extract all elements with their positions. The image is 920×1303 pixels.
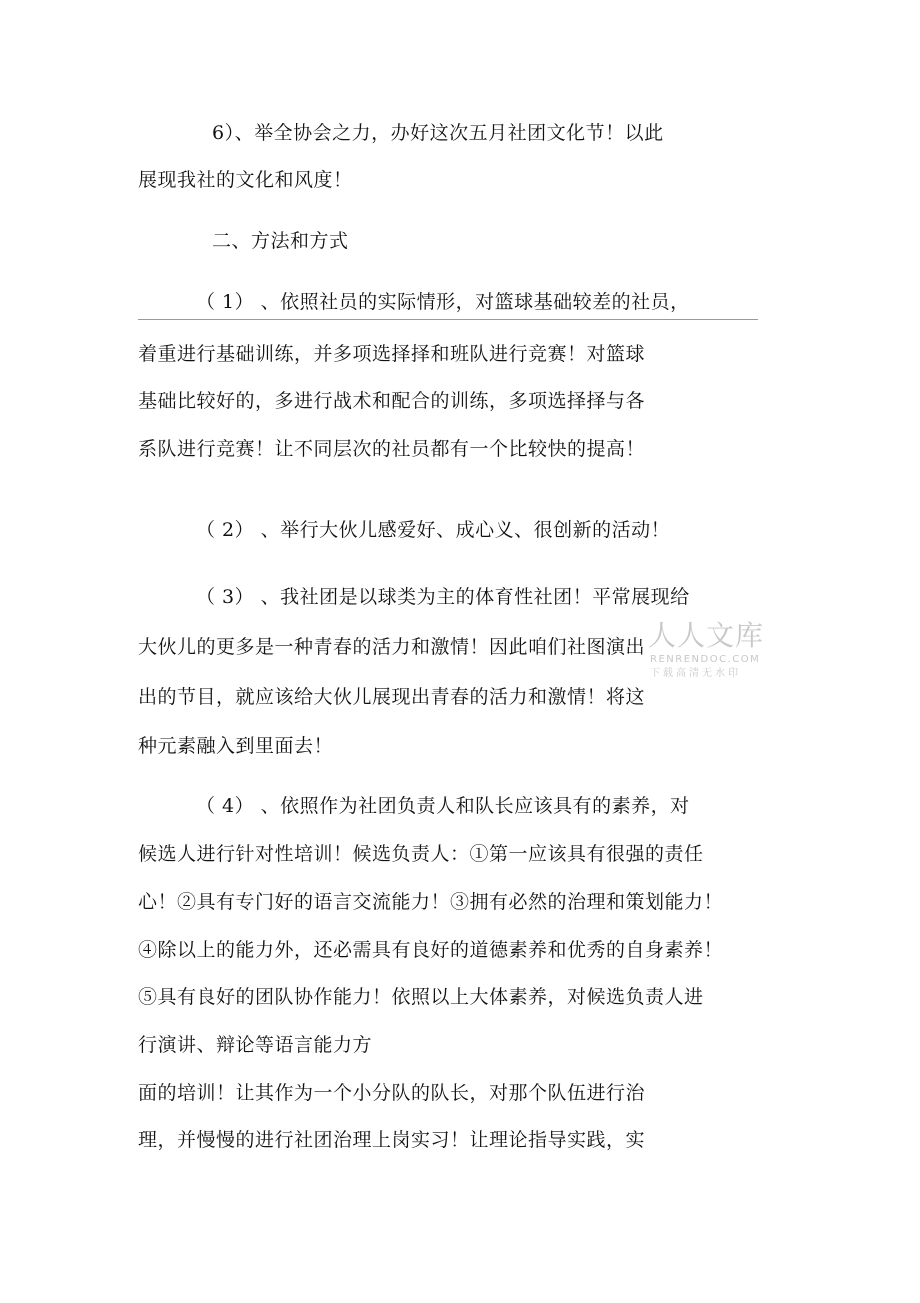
text-line-2: 展现我社的文化和风度！ (138, 169, 353, 191)
watermark-url: RENRENDOC.COM (650, 654, 761, 665)
text-line-15: 心！②具有专门好的语言交流能力！③拥有必然的治理和策划能力！ (138, 891, 724, 913)
text-line-19: 面的培训！让其作为一个小分队的队长，对那个队伍进行治 (138, 1082, 646, 1104)
divider-line (138, 319, 758, 320)
watermark (640, 620, 780, 686)
text-line-13: （ 4） 、依照作为社团负责人和队长应该具有的素养，对 (196, 795, 690, 817)
text-line-11: 出的节目，就应该给大伙儿展现出青春的活力和激情！将这 (138, 686, 646, 708)
text-line-10: 大伙儿的更多是一种青春的活力和激情！因此咱们社图演出 (138, 636, 646, 658)
text-line-1: 6）、举全协会之力，办好这次五月社团文化节！以此 (212, 122, 664, 144)
text-line-4: （ 1） 、依照社员的实际情形，对篮球基础较差的社员， (196, 291, 690, 313)
section-heading: 二、方法和方式 (212, 230, 349, 252)
text-line-9: （ 3） 、我社团是以球类为主的体育性社团！平常展现给 (196, 586, 690, 608)
text-line-7: 系队进行竞赛！让不同层次的社员都有一个比较快的提高！ (138, 438, 646, 460)
text-line-8: （ 2） 、举行大伙儿感爱好、成心义、很创新的活动！ (196, 519, 671, 541)
text-line-16: ④除以上的能力外，还必需具有良好的道德素养和优秀的自身素养！ (138, 939, 724, 961)
text-line-17: ⑤具有良好的团队协作能力！依照以上大体素养，对候选负责人进 (138, 986, 704, 1008)
watermark-title: 人人文库 (648, 619, 765, 652)
text-line-5: 着重进行基础训练，并多项选择择和班队进行竞赛！对篮球 (138, 343, 646, 365)
text-line-6: 基础比较好的，多进行战术和配合的训练，多项选择择与各 (138, 390, 646, 412)
watermark-subtitle: 下载高清无水印 (650, 668, 741, 679)
text-line-14: 候选人进行针对性培训！候选负责人：①第一应该具有很强的责任 (138, 843, 704, 865)
text-line-18: 行演讲、辩论等语言能力方 (138, 1034, 373, 1056)
text-line-20: 理，并慢慢的进行社团治理上岗实习！让理论指导实践，实 (138, 1129, 646, 1151)
text-line-12: 种元素融入到里面去！ (138, 735, 334, 757)
